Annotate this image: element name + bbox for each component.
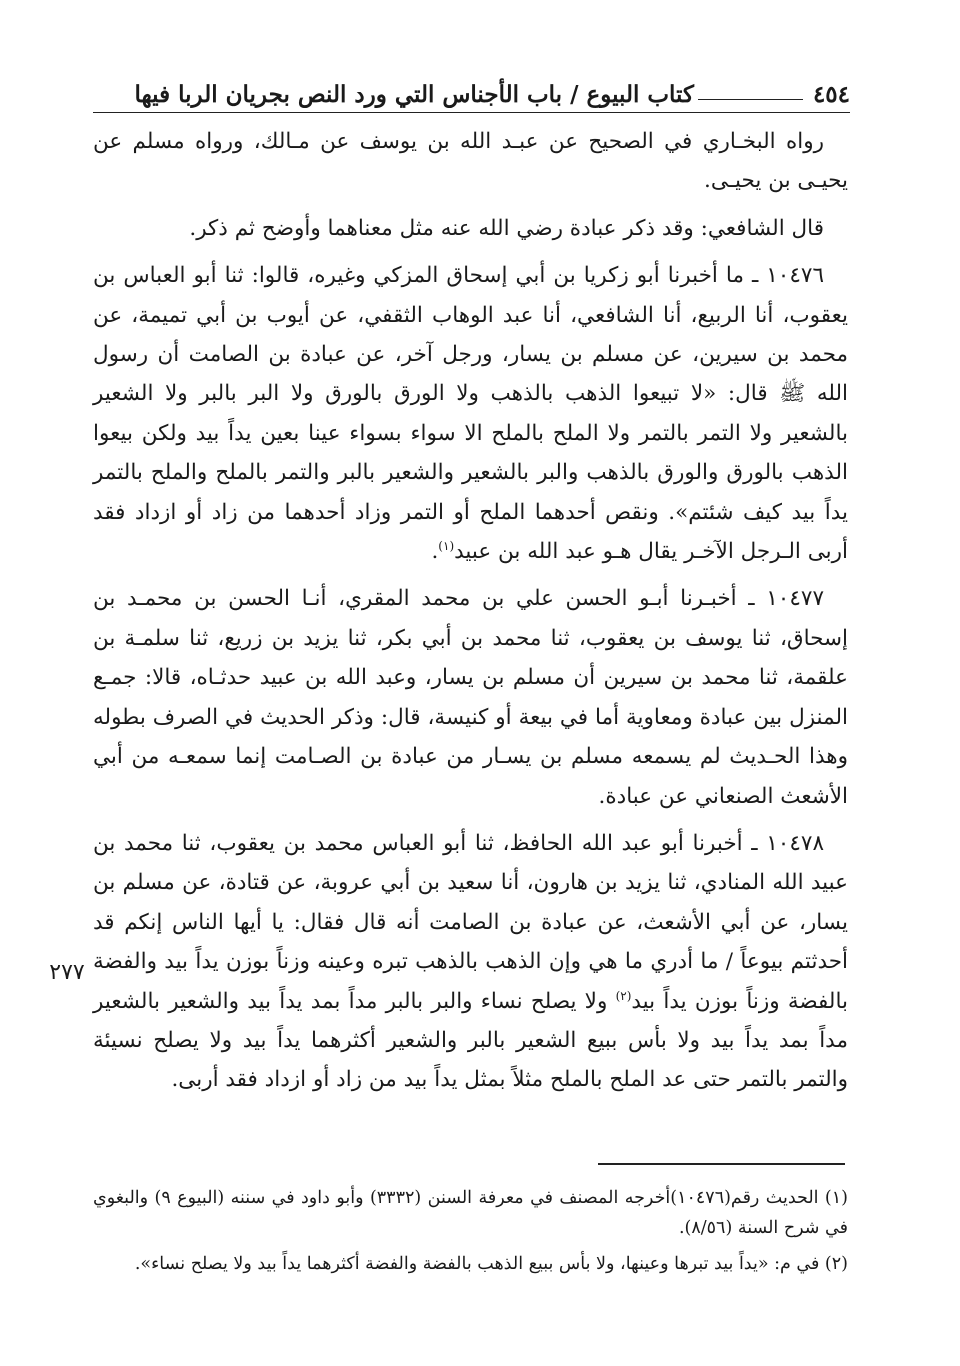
- paragraph-hadith-10478: [93, 824, 848, 1100]
- paragraph-2: قال الشافعي: وقد ذكر عبادة رضي الله عنه مثل معناهما وأوضح ثم ذكر.: [189, 215, 824, 241]
- footnote-ref-2[interactable]: (٢): [615, 988, 632, 1003]
- header-rule: [93, 112, 850, 113]
- footnote-separator: [598, 1163, 845, 1165]
- footnote-1: (١) الحديث رقم(١٠٤٧٦)أخرجه المصنف في معرفة السنن (٣٣٣٢) وأبو داود في سننه (البيوع ٩) والبغوي في شرح السنة (٨/٥٦).: [93, 1188, 848, 1238]
- margin-page-number: ٢٧٧: [49, 960, 85, 985]
- hadith-10476-end: .: [431, 539, 439, 565]
- page-header: [93, 68, 850, 108]
- footnote-2: (٢) في م: «يداً بيد تبرها وعينها، ولا بأس ببيع الذهب بالفضة والفضة أكثرهما يداً بيد ولا يصلح نساء».: [134, 1254, 848, 1274]
- page-number: ٤٥٤: [812, 81, 850, 108]
- hadith-10476-text: ١٠٤٧٦ ـ ما أخبرنا أبو زكريا بن أبي إسحاق المزكي وغيره، قالوا: ثنا أبو العباس بن يعقوب، أنا الربيع، أنا الشافعي، أنا عبد الوهاب الثقفي، عن أيوب بن أبي تميمة، عن محمد بن سيرين، عن مسلم بن يسار، ورجل آخر، عن عبادة بن الصامت أن رسول الله ﷺ قال: «لا تبيعوا الذهب بالذهب ولا الورق بالورق ولا البر بالبر ولا الشعير بالشعير ولا التمر بالتمر ولا الملح بالملح الا سواء بسواء عينا بعين يداً بيد ولكن بيعوا الذهب بالورق والورق بالذهب والبر بالشعير والشعير بالبر والتمر بالملح والملح بالتمر يداً بيد كيف شئتم». ونقص أحدهما الملح أو التمر وزاد أحدهما من زاد أو ازداد فقد أربى الـرجل الآخـر يقال هـو عبد الله بن عبيد: [93, 263, 848, 565]
- main-text: [93, 122, 848, 1100]
- footnote-ref-1[interactable]: (١): [438, 538, 455, 553]
- header-dash-line: [698, 99, 803, 100]
- footnotes: [93, 1183, 848, 1279]
- hadith-10478-text-b: ولا يصلح نساء والبر بالبر مداً بمد يداً بيد والشعير بالشعير مداً بمد يداً بيد ولا بأس ببيع الشعير بالبر والشعير أكثرهما يداً بيد ولا يصلح نسيئة والتمر بالتمر حتى عد الملح بالملح مثلاً بمثل يداً بيد من زاد أو ازداد فقد أربى.: [93, 988, 848, 1093]
- paragraph-1: رواه البخـاري في الصحيح عن عبـد الله بن يوسف عن مـالك، ورواه مسلم عن يحيـى بن يحيـى.: [93, 129, 848, 194]
- header-title: كتاب البيوع / باب الأجناس التي ورد النص بجريان الربا فيها: [134, 81, 694, 108]
- paragraph-hadith-10477: ١٠٤٧٧ ـ أخبـرنا أبـو الحسن علي بن محمد المقري، أنـا الحسن بن محمـد بن إسحاق، ثنا يوسف بن يعقوب، ثنا محمد بن أبي بكر، ثنا يزيد بن زريع، ثنا سلمـة بن علقمة، ثنا محمد بن سيرين أن مسلم بن يسار، وعبد الله بن عبيد حدثـاه، قالا: جمـع المنزل بين عبادة ومعاوية أما في بيعة أو كنيسة، قال: وذكر الحديث في الصرف بطوله وهذا الحـديث لم يسمعه مسلم بن يسـار من عبادة بن الصـامت إنما سمعـه من أبي الأشعث الصنعاني عن عبادة.: [93, 586, 848, 809]
- paragraph-hadith-10476: [93, 256, 848, 571]
- hadith-10478-text-a: ١٠٤٧٨ ـ أخبرنا أبو عبد الله الحافظ، ثنا أبو العباس محمد بن يعقوب، ثنا محمد بن عبيد الله المنادي، ثنا يزيد بن هارون، أنا سعيد بن أبي عروبة، عن قتادة، عن مسلم بن يسار، عن أبي الأشعث، عن عبادة بن الصامت أنه قال فقال: يا أيها الناس إنكم قد أحدثتم بيوعاً / ما أدري ما هي وإن الذهب بالذهب تبره وعينه وزناً بوزن يداً بيد والفضة بالفضة وزناً بوزن يداً بيد: [93, 830, 849, 1014]
